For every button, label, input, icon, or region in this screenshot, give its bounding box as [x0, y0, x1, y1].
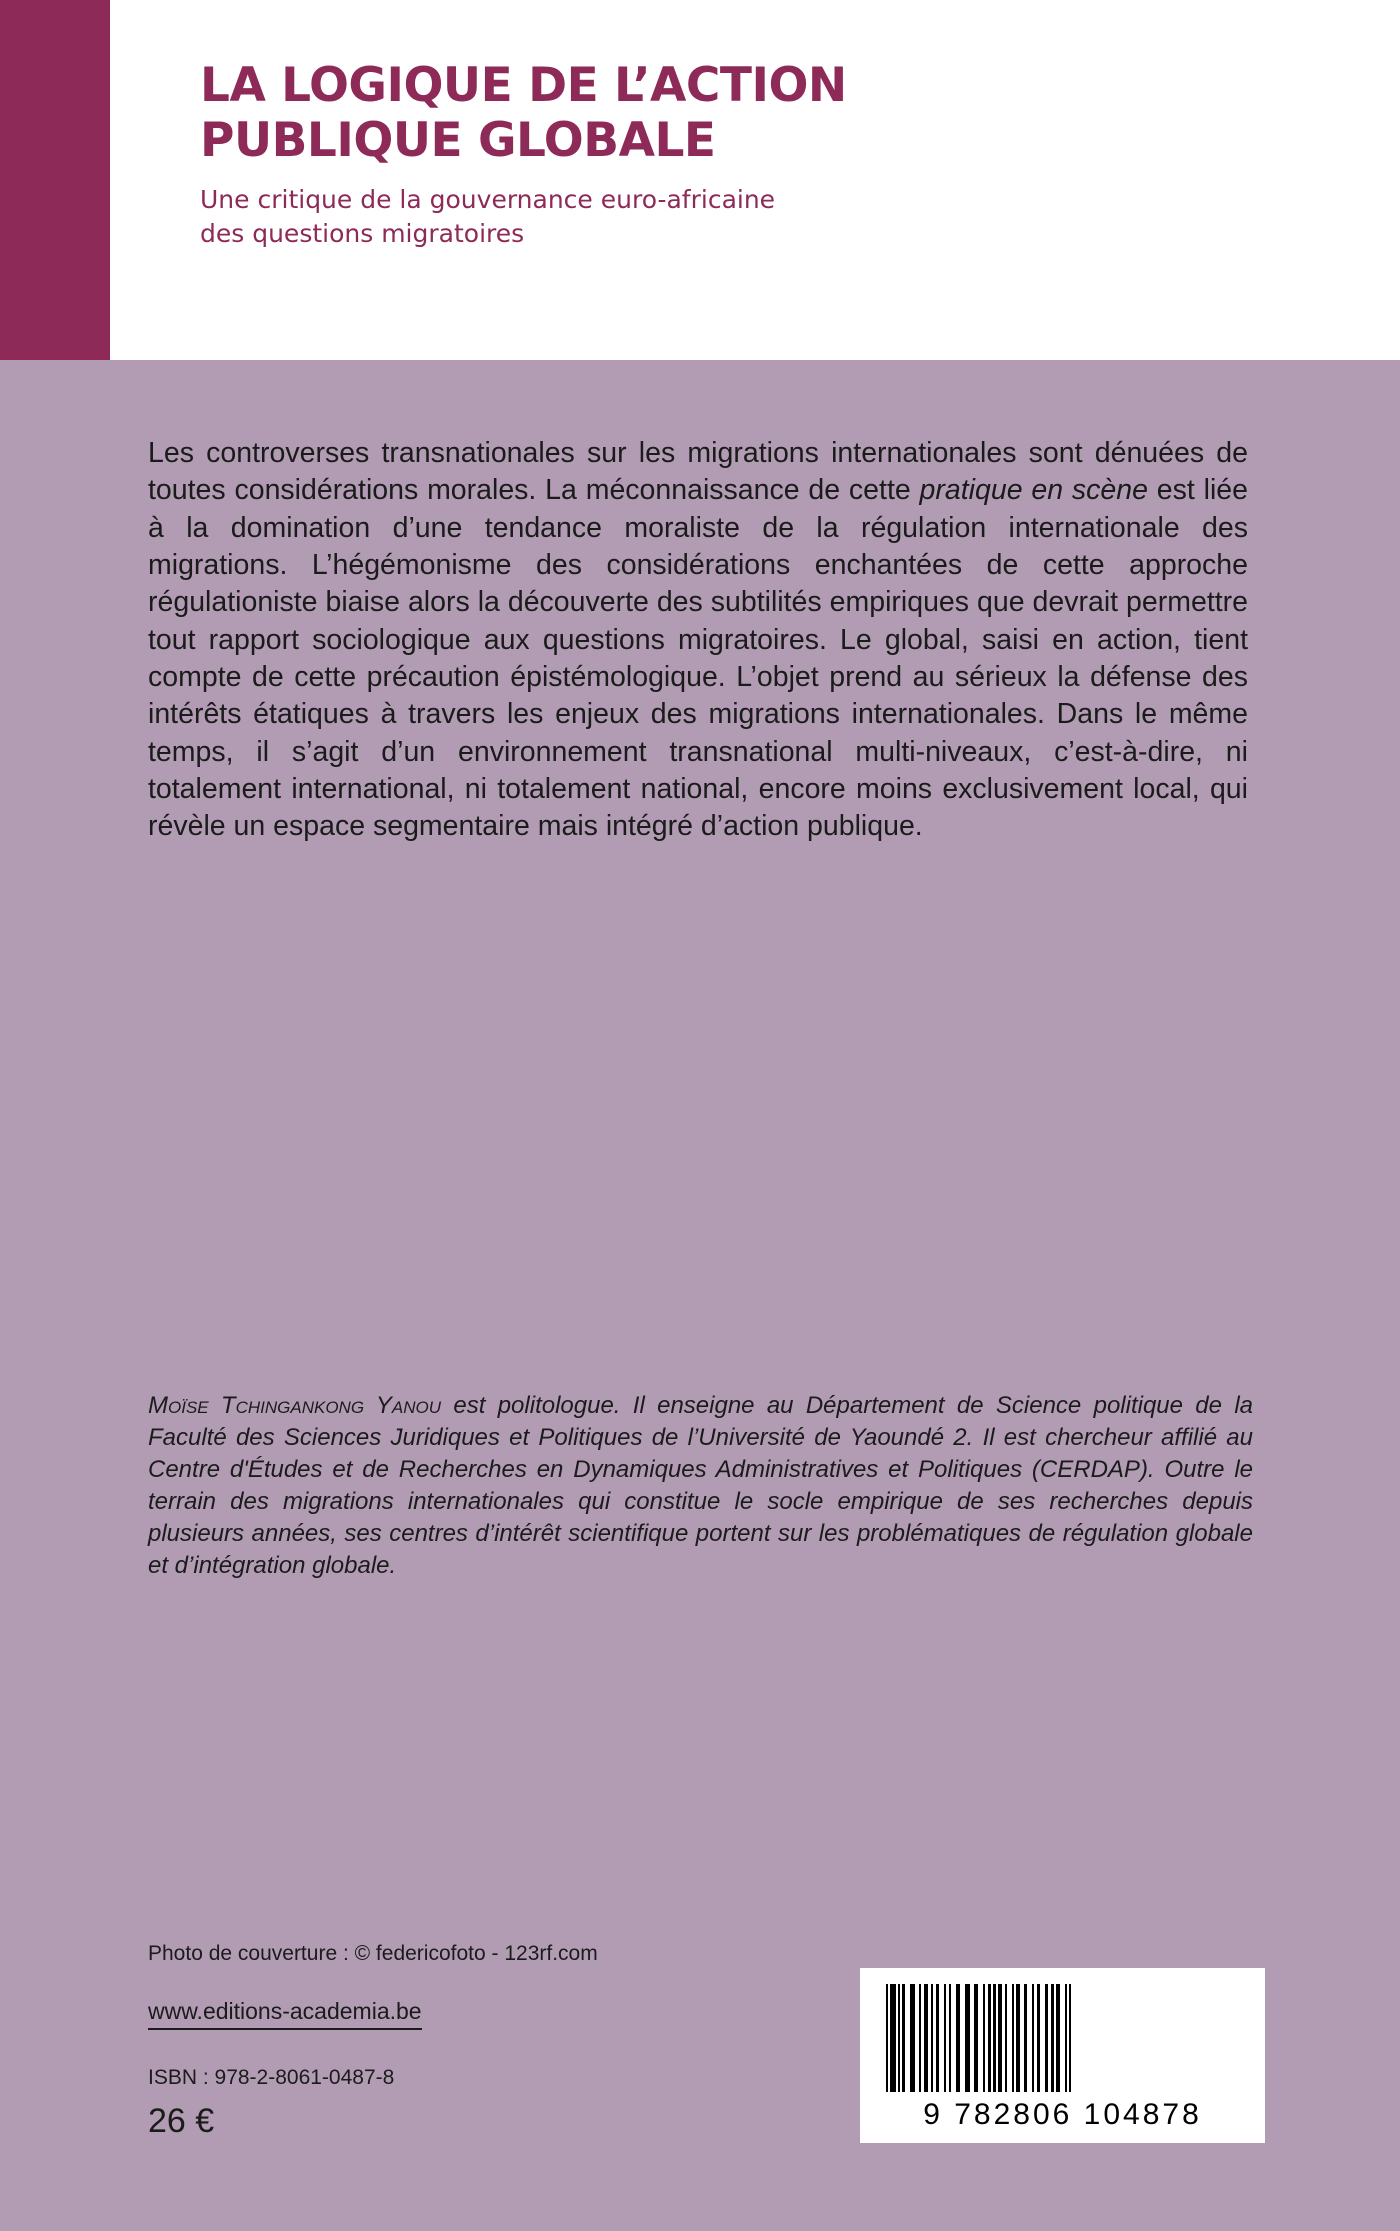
barcode-bars — [886, 1984, 1239, 2092]
barcode — [860, 1968, 1265, 2143]
isbn-text: ISBN : 978-2-8061-0487-8 — [148, 2066, 395, 2089]
barcode-digits: 9 782806 104878 — [923, 2098, 1202, 2131]
page-subtitle — [200, 183, 1340, 251]
subtitle-line-1: Une critique de la gouvernance euro-africaine — [200, 184, 776, 214]
publisher-website-link[interactable]: www.editions-academia.be — [148, 1998, 422, 2030]
price-text: 26 € — [148, 2102, 215, 2140]
spine-color-strip — [0, 0, 110, 360]
blurb-italic-phrase: pratique en scène — [919, 474, 1148, 507]
author-bio-text: est politologue. Il enseigne au Département de Science politique de la Faculté des Sciences Juridiques et Politiques de l’Université de Yaoundé 2. Il est chercheur affilié au Centre d'Études et de Recherches en Dynamiques Administratives et Politiques (CERDAP). Outre le terrain des migrations internationales qui constitue le socle empirique de ses recherches depuis plusieurs années, ses centres d’intérêt scientifique portent sur les problématiques de régulation globale et d’intégration globale. — [148, 1392, 1253, 1579]
blurb-text: Les controverses transnationales sur les migrations internationales sont dénuées de toutes considérations morales. La méconnaissance de cette pratique en scène est liée à la domination d’une tendance moraliste de la régulation internationale des migrations. L’hégémonisme des considérations enchantées de cette approche régulationiste biaise alors la découverte des subtilités empiriques que devrait permettre tout rapport sociologique aux questions migratoires. Le global, saisi en action, tient compte de cette précaution épistémologique. L’objet prend au sérieux la défense des intérêts étatiques à travers les enjeux des migrations internationales. Dans le même temps, il s’agit d’un environnement transnational multi-niveaux, c’est-à-dire, ni totalement international, ni totalement national, encore moins exclusivement local, qui révèle un espace segmentaire mais intégré d’action publique. — [148, 437, 1248, 843]
title-line-2: PUBLIQUE GLOBALE — [200, 113, 716, 169]
page-title — [200, 58, 1340, 169]
title-line-1: LA LOGIQUE DE L’ACTION — [200, 58, 847, 113]
subtitle-line-2: des questions migratoires — [200, 218, 525, 248]
author-bio — [148, 1390, 1253, 1581]
photo-credit: Photo de couverture : © federicofoto - 123rf.com — [148, 1942, 598, 1965]
cover-header — [110, 0, 1400, 360]
author-name: Moïse Tchingankong Yanou — [148, 1392, 442, 1419]
footer-block — [148, 1942, 848, 2141]
cover-body — [0, 360, 1400, 2231]
